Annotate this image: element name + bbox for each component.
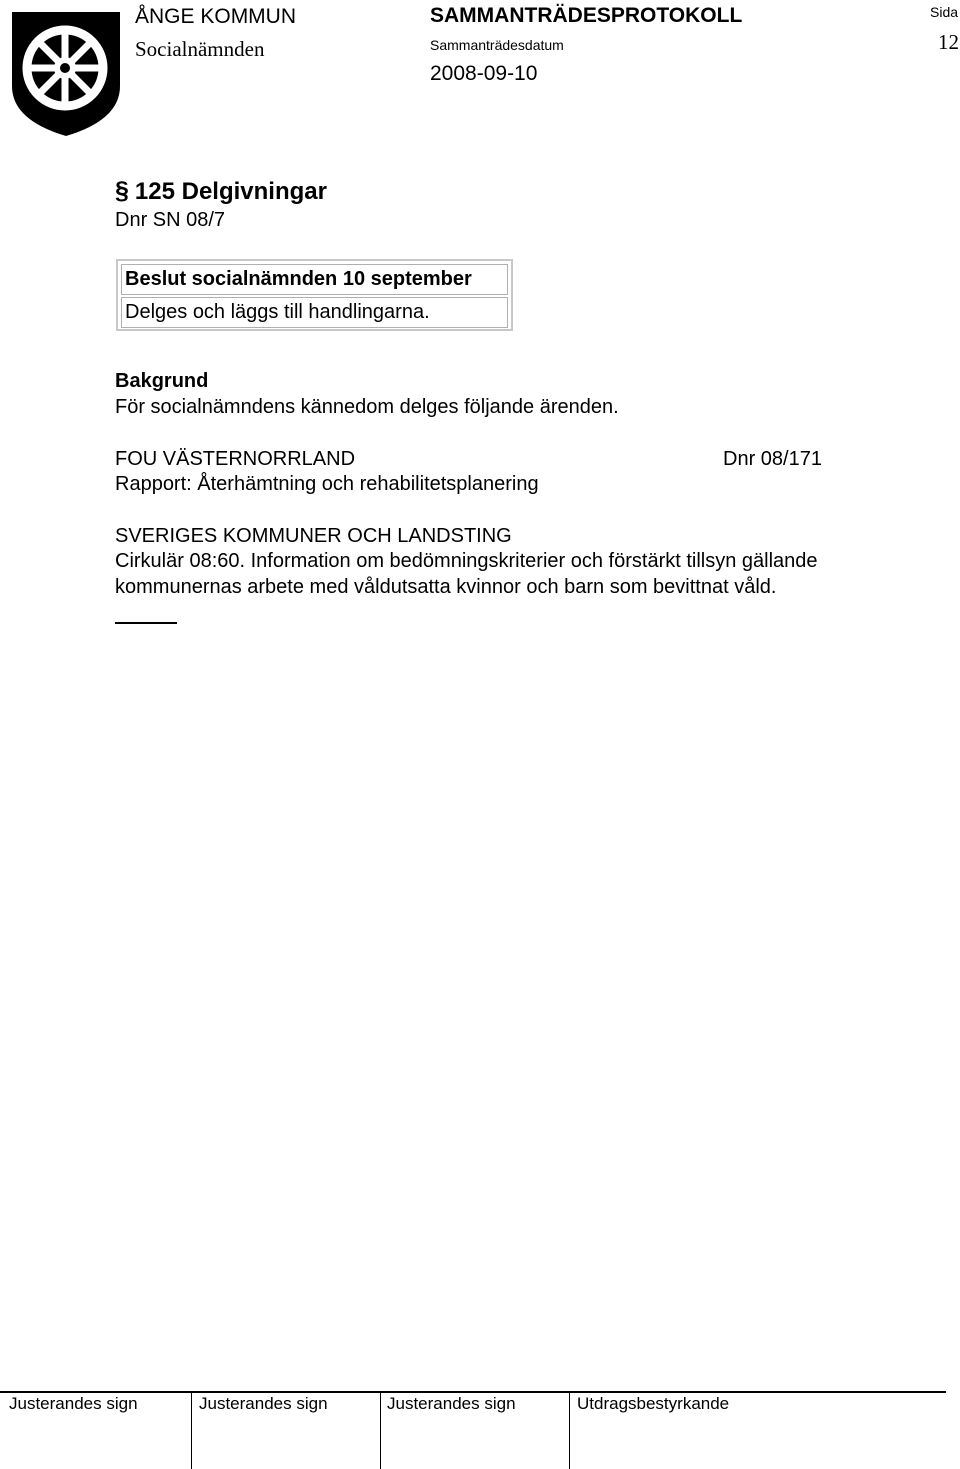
footer-cell-label: Justerandes sign — [9, 1394, 138, 1413]
footer-cell-justerandes-sign — [380, 1392, 569, 1469]
meeting-date-value: 2008-09-10 — [430, 62, 538, 85]
footer-cell-label: Utdragsbestyrkande — [577, 1394, 730, 1413]
item-description-line: Cirkulär 08:60. Information om bedömningskriterier och förstärkt tillsyn gällande — [115, 550, 818, 572]
background-text: För socialnämndens kännedom delges följande ärenden. — [115, 396, 619, 418]
section-title-text: 125 Delgivningar — [134, 178, 327, 205]
page-label: Sida — [930, 4, 959, 20]
item-description: Rapport: Återhämtning och rehabilitetsplanering — [115, 473, 539, 495]
section-title — [115, 177, 327, 206]
document-type-heading: SAMMANTRÄDESPROTOKOLL — [430, 4, 743, 27]
end-rule-divider — [115, 622, 177, 624]
decision-box — [116, 259, 513, 331]
ange-kommun-logo-icon — [8, 8, 124, 138]
footer-cell-justerandes-sign — [0, 1392, 191, 1469]
footer-cell-utdragsbestyrkande — [569, 1392, 946, 1469]
item-dnr: Dnr 08/171 — [723, 448, 822, 470]
footer-cell-label: Justerandes sign — [199, 1394, 328, 1413]
department-name: Socialnämnden — [135, 37, 265, 61]
section-dnr: Dnr SN 08/7 — [115, 209, 226, 231]
background-heading: Bakgrund — [115, 370, 209, 392]
footer-cell-justerandes-sign — [191, 1392, 380, 1469]
decision-heading: Beslut socialnämnden 10 september — [121, 264, 508, 295]
item-description-line: kommunernas arbete med våldutsatta kvinnor och barn som bevittnat våld. — [115, 576, 777, 598]
page-number: 12 — [938, 30, 959, 54]
decision-text: Delges och läggs till handlingarna. — [121, 297, 508, 328]
meeting-date-label: Sammanträdesdatum — [430, 37, 564, 53]
section-symbol: § — [115, 177, 129, 205]
item-sender: SVERIGES KOMMUNER OCH LANDSTING — [115, 525, 512, 547]
item-sender: FOU VÄSTERNORRLAND — [115, 448, 356, 470]
organization-name: ÅNGE KOMMUN — [135, 5, 297, 28]
footer-cell-label: Justerandes sign — [387, 1394, 516, 1413]
